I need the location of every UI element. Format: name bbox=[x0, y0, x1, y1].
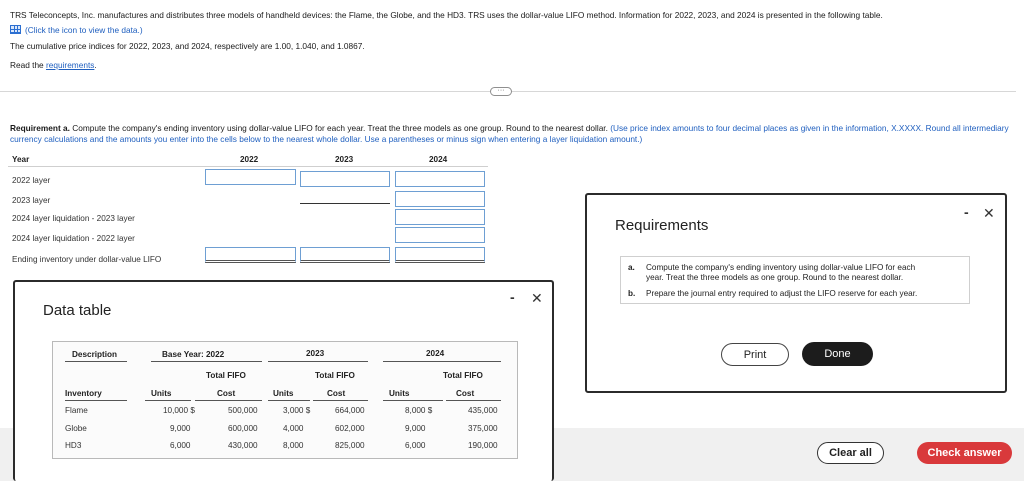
requirement-a-label: Requirement a. bbox=[10, 123, 70, 133]
cost-2023-header: Cost bbox=[327, 389, 346, 398]
units-2022-rule bbox=[145, 400, 191, 401]
row-globe-units-2024: 9,000 bbox=[405, 424, 426, 433]
row-globe-cost-2024: 375,000 bbox=[468, 424, 498, 433]
row-globe-cost-2023: 602,000 bbox=[335, 424, 365, 433]
total-fifo-2022: Total FIFO bbox=[206, 371, 246, 380]
year-2024-header: 2024 bbox=[426, 349, 445, 358]
inventory-rule bbox=[65, 400, 127, 401]
row-hd3-cost-2024: 190,000 bbox=[468, 441, 498, 450]
done-button[interactable]: Done bbox=[802, 342, 873, 366]
requirements-minimize-icon[interactable]: - bbox=[964, 204, 969, 220]
view-data-link[interactable] bbox=[10, 25, 143, 34]
minimize-icon[interactable]: - bbox=[510, 289, 515, 305]
print-button[interactable]: Print bbox=[721, 343, 789, 366]
row-flame-units-2023: 3,000 $ bbox=[283, 406, 311, 415]
input-2022-layer-2023[interactable] bbox=[300, 171, 390, 187]
input-ending-2024[interactable] bbox=[395, 247, 485, 263]
read-prefix: Read the bbox=[10, 60, 46, 70]
row-globe-cost-2022: 600,000 bbox=[228, 424, 258, 433]
grid-col-2022: 2022 bbox=[240, 155, 259, 164]
row-hd3-name: HD3 bbox=[65, 441, 82, 450]
cost-2022-header: Cost bbox=[217, 389, 236, 398]
cost-2023-rule bbox=[313, 400, 368, 401]
row-flame-cost-2024: 435,000 bbox=[468, 406, 498, 415]
total-fifo-2023: Total FIFO bbox=[315, 371, 355, 380]
units-2022-header: Units bbox=[151, 389, 172, 398]
input-2022-layer-2024[interactable] bbox=[395, 171, 485, 187]
row-flame-cost-2023: 664,000 bbox=[335, 406, 365, 415]
total-fifo-2024: Total FIFO bbox=[443, 371, 483, 380]
problem-intro: TRS Teleconcepts, Inc. manufactures and distributes three models of handheld devices: the Flame, the Globe, and the HD3. TRS uses the dollar-value LIFO method. Information for 2022, 2023, and 2024 is presented in the following table. bbox=[10, 10, 883, 20]
req-item-a-letter: a. bbox=[628, 263, 635, 272]
row-hd3-units-2023: 8,000 bbox=[283, 441, 304, 450]
req-item-b: Prepare the journal entry required to adjust the LIFO reserve for each year. bbox=[646, 289, 918, 298]
grid-year-header: Year bbox=[12, 155, 30, 164]
row-hd3-cost-2022: 430,000 bbox=[228, 441, 258, 450]
data-table-title: Data table bbox=[43, 302, 112, 319]
inventory-header: Inventory bbox=[65, 389, 102, 398]
input-2023-layer-2024[interactable] bbox=[395, 191, 485, 207]
row-label-ending-inventory: Ending inventory under dollar-value LIFO bbox=[12, 255, 162, 264]
req-item-a-line2: year. Treat the three models as one group. Round to the nearest dollar. bbox=[646, 273, 904, 282]
row-label-2023-layer: 2023 layer bbox=[12, 196, 51, 205]
ellipsis-icon[interactable]: ··· bbox=[490, 87, 512, 96]
requirements-title: Requirements bbox=[615, 217, 709, 234]
data-table-panel bbox=[52, 341, 518, 459]
data-table-icon[interactable] bbox=[10, 25, 21, 34]
row-hd3-cost-2023: 825,000 bbox=[335, 441, 365, 450]
requirements-close-icon[interactable]: ✕ bbox=[983, 205, 995, 221]
row-hd3-units-2022: 6,000 bbox=[170, 441, 191, 450]
input-ending-2022[interactable] bbox=[205, 247, 296, 263]
req-item-a-line1: Compute the company's ending inventory using dollar-value LIFO for each bbox=[646, 263, 916, 272]
read-suffix: . bbox=[94, 60, 97, 70]
year-2023-rule bbox=[268, 361, 368, 362]
requirements-list bbox=[620, 256, 970, 304]
clear-all-button[interactable]: Clear all bbox=[817, 442, 884, 464]
year-2023-header: 2023 bbox=[306, 349, 325, 358]
price-index-text: The cumulative price indices for 2022, 2023, and 2024, respectively are 1.00, 1.040, and 1.0867. bbox=[10, 41, 365, 51]
requirement-a-text bbox=[10, 123, 1010, 144]
req-item-b-letter: b. bbox=[628, 289, 636, 298]
row-flame-units-2022: 10,000 $ bbox=[163, 406, 195, 415]
requirement-a-instructions: (Use price index amounts to four decimal places as given in the information, X.XXXX. Round all intermediary currency calculations and the amounts you enter into the cells below to the nearest whole dollar. Use a parentheses or minus sign when entering a layer liquidation amount.) bbox=[10, 123, 1009, 144]
year-2024-rule bbox=[383, 361, 501, 362]
requirements-link[interactable]: requirements bbox=[45, 60, 95, 70]
row-globe-units-2022: 9,000 bbox=[170, 424, 191, 433]
row-flame-name: Flame bbox=[65, 406, 88, 415]
grid-col-2023: 2023 bbox=[335, 155, 354, 164]
row-label-2022-layer: 2022 layer bbox=[12, 176, 51, 185]
grid-col-2024: 2024 bbox=[429, 155, 448, 164]
row-hd3-units-2024: 6,000 bbox=[405, 441, 426, 450]
units-2024-rule bbox=[383, 400, 443, 401]
input-ending-2023[interactable] bbox=[300, 247, 390, 263]
close-icon[interactable]: ✕ bbox=[531, 290, 543, 306]
cost-2022-rule bbox=[195, 400, 262, 401]
cost-2024-header: Cost bbox=[456, 389, 475, 398]
requirement-a-body: Compute the company's ending inventory using dollar-value LIFO for each year. Treat the three models as one group. Round to the nearest dollar. bbox=[69, 123, 611, 133]
description-header: Description bbox=[72, 350, 118, 359]
row-globe-name: Globe bbox=[65, 424, 87, 433]
view-data-text[interactable]: (Click the icon to view the data.) bbox=[25, 25, 143, 35]
units-2023-header: Units bbox=[273, 389, 294, 398]
base-year-rule bbox=[151, 361, 262, 362]
row-label-2024-liq-2022: 2024 layer liquidation - 2022 layer bbox=[12, 234, 135, 243]
read-requirements-line bbox=[10, 61, 97, 69]
units-2023-rule bbox=[268, 400, 310, 401]
base-year-header: Base Year: 2022 bbox=[162, 350, 225, 359]
row-globe-units-2023: 4,000 bbox=[283, 424, 304, 433]
input-2022-layer-2022[interactable] bbox=[205, 169, 296, 185]
row-label-2024-liq-2023: 2024 layer liquidation - 2023 layer bbox=[12, 214, 135, 223]
input-2024-liq-2022[interactable] bbox=[395, 227, 485, 243]
units-2024-header: Units bbox=[389, 389, 410, 398]
grid-header-rule bbox=[8, 166, 488, 167]
description-rule bbox=[65, 361, 127, 362]
check-answer-button[interactable]: Check answer bbox=[917, 442, 1012, 464]
input-2023-layer-2023[interactable] bbox=[300, 188, 390, 204]
row-flame-cost-2022: 500,000 bbox=[228, 406, 258, 415]
input-2024-liq-2023[interactable] bbox=[395, 209, 485, 225]
row-flame-units-2024: 8,000 $ bbox=[405, 406, 433, 415]
cost-2024-rule bbox=[446, 400, 501, 401]
